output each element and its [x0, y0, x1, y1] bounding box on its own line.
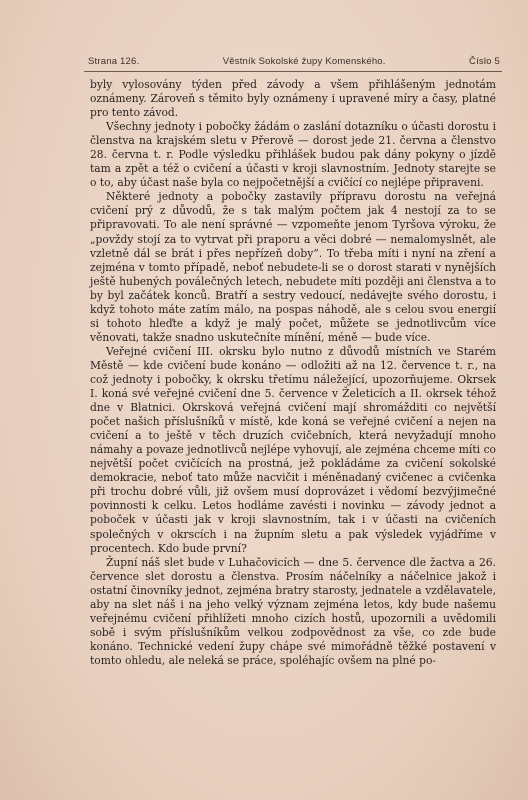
running-header [88, 56, 500, 67]
page-number: Strana 126. [88, 56, 140, 67]
journal-title: Věstník Sokolské župy Komenského. [222, 56, 386, 67]
paragraph: Některé jednoty a pobočky zastavily přípravu dorostu na veřejná cvičení prý z důvodů, že s tak malým počtem jak 4 nestojí za to se připravovati. To ale není správné — vzpomeňte jenom Tyršova výroku, že „povždy stojí za to vytrvat při praporu a věci dobré — nemalomyslnět, ale vzletně dál se brát i přes nepřízeň doby“. To třeba míti i nyní na zření a zejména v tomto případě, neboť nebudete-li se o dorost starati v nynějších ještě hubených poválečných letech, nebudete míti později ani členstva a to by byl začátek konců. Bratří a sestry vedoucí, nedávejte svého dorostu, i když tohoto máte zatím málo, na pospas náhodě, ale s celou svou energií si tohoto hleďte a když je malý počet, můžete se jednotlivcům více věnovati, takže snadno uskutečníte mínění, méně — bude více. [90, 190, 496, 344]
paragraph: Všechny jednoty i pobočky žádám o zaslání dotazníku o účasti dorostu i členstva na krajském sletu v Přerově — dorost jede 21. června a členstvo 28. června t. r. Podle výsledku přihlášek budou pak dány pokyny o jízdě tam a zpět a též o cvičení a účasti v kroji slavnostním. Jednoty starejte se o to, aby účast naše byla co nejpočetnější a cvičící co nejlépe připraveni. [90, 120, 496, 190]
paragraph: byly vylosovány týden před závody a všem přihlášeným jednotám oznámeny. Zároveň s těmito byly oznámeny i upravené míry a časy, platné pro tento závod. [90, 78, 496, 120]
paragraph: Župní náš slet bude v Luhačovicích — dne 5. července dle žactva a 26. července slet dorostu a členstva. Prosím náčelníky a náčelnice jakož i ostatní činovníky jednot, zejména bratry starosty, jednatele a vzdělavatele, aby na slet náš i na jeho velký význam zejména letos, kdy bude našemu veřejnému cvičení přihlížeti mnoho cizích hostů, upozornili a uvědomili sobě i svým příslušníkům velkou zodpovědnost za vše, co zde bude konáno. Technické vedení župy chápe své mimořádně těžké postavení v tomto ohledu, ale neleká se práce, spoléhajíc ovšem na plné po- [90, 555, 496, 667]
article-body [90, 78, 496, 668]
issue-number: Číslo 5 [469, 56, 500, 67]
header-rule [84, 71, 502, 72]
paragraph: Veřejné cvičení III. okrsku bylo nutno z důvodů místních ve Starém Městě — kde cvičení bude konáno — odložiti až na 12. července t. r., na což jednoty i pobočky, k okrsku třetímu náležející, upozorňujeme. Okrsek I. koná své veřejné cvičení dne 5. července v Želeticích a II. okrsek téhož dne v Blatnici. Okrsková veřejná cvičení mají shromážditi co největší počet našich příslušníků v místě, kde koná se veřejné cvičení a nejen na cvičení a to ještě v těch druzích cvičebních, která nevyžadují mnoho námahy a povaze jednotlivců nejlépe vyhovují, ale zejména chceme míti co největší počet cvičících na prostná, jež pokládáme za cvičení sokolské demokracie, neboť tato může nacvičit i méněnadaný cvičenec a cvičenka při trochu dobré vůli, již ovšem musí doprovázet i vědomí bezvýjimečné povinnosti k celku. Letos hodláme zavésti i novinku — závody jednot a poboček v účasti jak v kroji slavnostním, tak i v účasti na cvičeních společných v okrscích i na župním sletu a pak výsledek vyjádříme v procentech. Kdo bude první? [90, 344, 496, 555]
